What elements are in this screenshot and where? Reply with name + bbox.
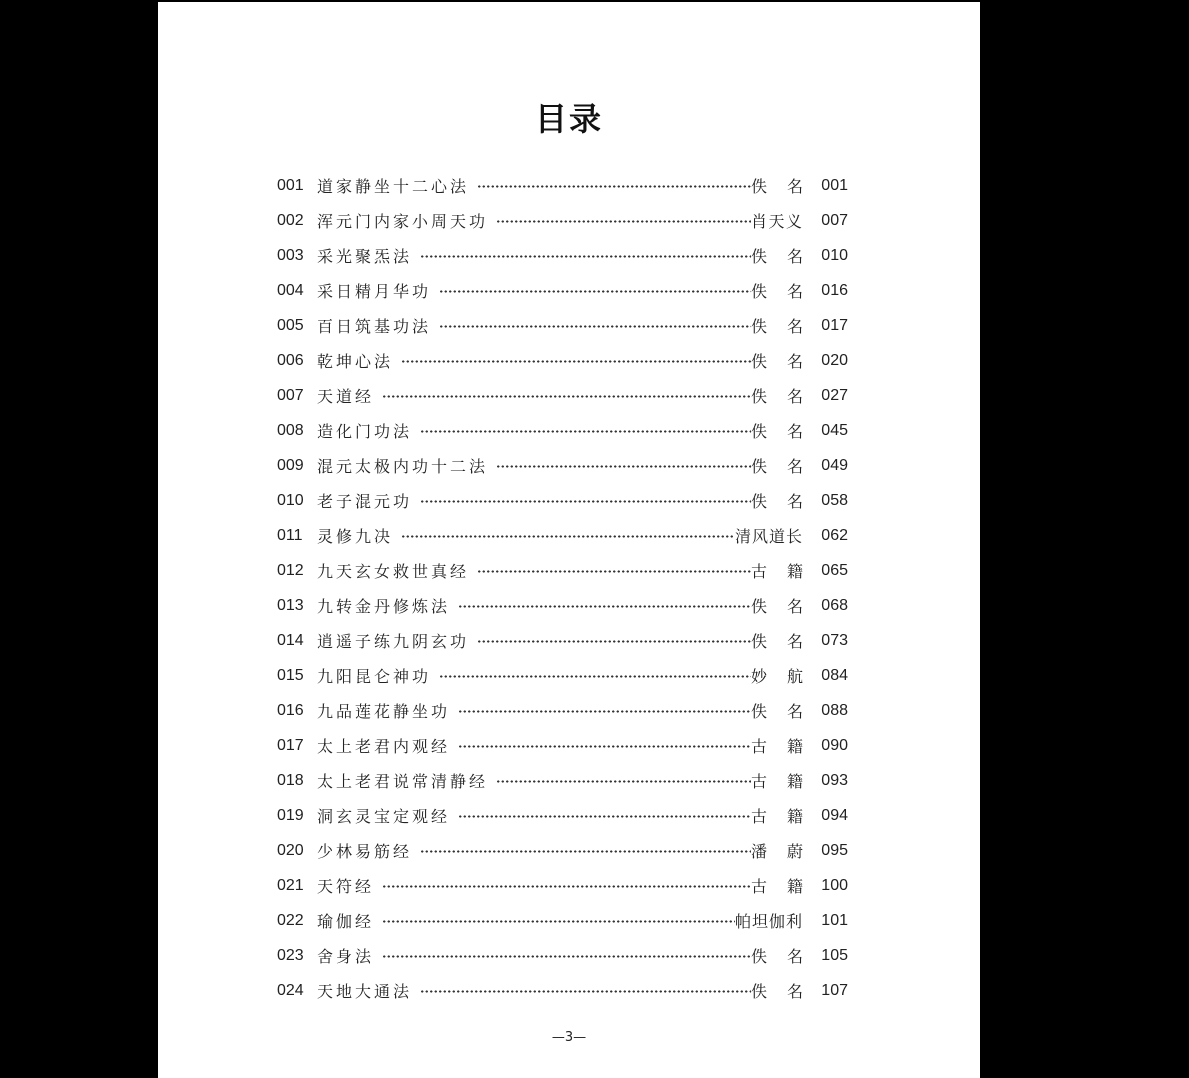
toc-entry[interactable] [277,203,848,238]
entry-author: 佚 名 [751,177,803,196]
entry-author: 佚 名 [751,492,803,511]
entry-page: 094 [821,806,848,824]
entry-page: 095 [821,841,848,859]
entry-author: 佚 名 [751,422,803,441]
entry-number: 010 [277,491,304,509]
entry-author: 佚 名 [751,282,803,301]
page-number-footer: —3— [551,1030,587,1045]
toc-entry[interactable] [277,308,848,343]
entry-author: 帕坦伽利 [734,912,803,931]
entry-page: 065 [821,561,848,579]
dot-leader [420,430,751,433]
dot-leader [496,465,751,468]
toc-entry[interactable] [277,728,848,763]
entry-page: 045 [821,421,848,439]
toc-entry[interactable] [277,588,848,623]
entry-number: 023 [277,946,304,964]
dot-leader [458,815,751,818]
dot-leader [382,395,751,398]
toc-entry[interactable] [277,553,848,588]
toc-entry[interactable] [277,658,848,693]
entry-page: 020 [821,351,848,369]
toc-entry[interactable] [277,798,848,833]
toc-entry[interactable] [277,693,848,728]
page-title: 目录 [534,100,603,138]
entry-title: 灵修九决 [317,527,394,546]
entry-page: 105 [821,946,848,964]
table-of-contents [277,168,848,1008]
entry-title: 乾坤心法 [317,352,394,371]
toc-entry[interactable] [277,763,848,798]
entry-page: 093 [821,771,848,789]
entry-title: 采日精月华功 [317,282,432,301]
dot-leader [382,955,751,958]
entry-number: 002 [277,211,304,229]
toc-entry[interactable] [277,483,848,518]
entry-page: 073 [821,631,848,649]
toc-entry[interactable] [277,518,848,553]
dot-leader [401,360,751,363]
entry-author: 佚 名 [751,387,803,406]
entry-author: 潘 蔚 [751,842,803,861]
entry-title: 采光聚炁法 [317,247,413,266]
entry-page: 088 [821,701,848,719]
entry-page: 101 [821,911,848,929]
dot-leader [477,185,751,188]
entry-author: 古 籍 [751,877,803,896]
entry-title: 天符经 [317,877,375,896]
entry-page: 107 [821,981,848,999]
entry-page: 027 [821,386,848,404]
entry-title: 九天玄女救世真经 [317,562,470,581]
entry-page: 007 [821,211,848,229]
entry-title: 浑元门内家小周天功 [317,212,489,231]
entry-page: 100 [821,876,848,894]
entry-number: 017 [277,736,304,754]
entry-number: 001 [277,176,304,194]
entry-number: 005 [277,316,304,334]
toc-entry[interactable] [277,868,848,903]
entry-number: 003 [277,246,304,264]
entry-number: 024 [277,981,304,999]
dot-leader [420,255,751,258]
entry-title: 百日筑基功法 [317,317,432,336]
dot-leader [420,500,751,503]
entry-number: 004 [277,281,304,299]
dot-leader [439,290,751,293]
dot-leader [401,535,735,538]
entry-page: 090 [821,736,848,754]
toc-entry[interactable] [277,238,848,273]
toc-entry[interactable] [277,903,848,938]
entry-number: 007 [277,386,304,404]
entry-page: 016 [821,281,848,299]
entry-number: 019 [277,806,304,824]
entry-number: 006 [277,351,304,369]
entry-title: 混元太极内功十二法 [317,457,489,476]
entry-author: 古 籍 [751,737,803,756]
entry-author: 古 籍 [751,562,803,581]
entry-author: 清风道长 [734,527,803,546]
entry-number: 020 [277,841,304,859]
toc-entry[interactable] [277,938,848,973]
entry-page: 001 [821,176,848,194]
entry-number: 013 [277,596,304,614]
dot-leader [458,605,751,608]
toc-entry[interactable] [277,833,848,868]
entry-title: 天道经 [317,387,375,406]
toc-entry[interactable] [277,168,848,203]
entry-page: 049 [821,456,848,474]
entry-title: 九阳昆仑神功 [317,667,432,686]
entry-title: 太上老君内观经 [317,737,451,756]
entry-title: 瑜伽经 [317,912,375,931]
entry-number: 016 [277,701,304,719]
entry-author: 佚 名 [751,632,803,651]
entry-title: 逍遥子练九阴玄功 [317,632,470,651]
dot-leader [439,675,751,678]
entry-author: 古 籍 [751,772,803,791]
entry-title: 造化门功法 [317,422,413,441]
entry-author: 肖天义 [751,212,803,231]
entry-title: 道家静坐十二心法 [317,177,470,196]
entry-author: 佚 名 [751,982,803,1001]
dot-leader [458,710,751,713]
entry-author: 佚 名 [751,317,803,336]
entry-page: 017 [821,316,848,334]
dot-leader [382,885,751,888]
dot-leader [496,220,751,223]
toc-entry[interactable] [277,343,848,378]
entry-number: 022 [277,911,304,929]
dot-leader [439,325,751,328]
dot-leader [496,780,751,783]
entry-number: 012 [277,561,304,579]
toc-entry[interactable] [277,448,848,483]
dot-leader [477,640,751,643]
dot-leader [477,570,751,573]
entry-page: 084 [821,666,848,684]
entry-author: 佚 名 [751,597,803,616]
entry-number: 018 [277,771,304,789]
entry-title: 舍身法 [317,947,375,966]
entry-author: 佚 名 [751,947,803,966]
entry-title: 天地大通法 [317,982,413,1001]
entry-number: 009 [277,456,304,474]
dot-leader [458,745,751,748]
entry-title: 九品莲花静坐功 [317,702,451,721]
entry-title: 太上老君说常清静经 [317,772,489,791]
toc-entry[interactable] [277,413,848,448]
entry-author: 妙 航 [751,667,803,686]
entry-number: 015 [277,666,304,684]
entry-author: 佚 名 [751,352,803,371]
entry-number: 021 [277,876,304,894]
entry-author: 古 籍 [751,807,803,826]
entry-title: 洞玄灵宝定观经 [317,807,451,826]
entry-page: 010 [821,246,848,264]
entry-page: 068 [821,596,848,614]
toc-entry[interactable] [277,973,848,1008]
dot-leader [382,920,735,923]
document-page [158,2,980,1078]
dot-leader [420,850,751,853]
entry-author: 佚 名 [751,702,803,721]
entry-title: 少林易筋经 [317,842,413,861]
entry-author: 佚 名 [751,457,803,476]
entry-page: 058 [821,491,848,509]
toc-entry[interactable] [277,623,848,658]
entry-number: 008 [277,421,304,439]
toc-entry[interactable] [277,273,848,308]
entry-number: 014 [277,631,304,649]
entry-title: 九转金丹修炼法 [317,597,451,616]
entry-author: 佚 名 [751,247,803,266]
entry-title: 老子混元功 [317,492,413,511]
entry-number: 011 [277,526,303,544]
toc-entry[interactable] [277,378,848,413]
dot-leader [420,990,751,993]
entry-page: 062 [821,526,848,544]
